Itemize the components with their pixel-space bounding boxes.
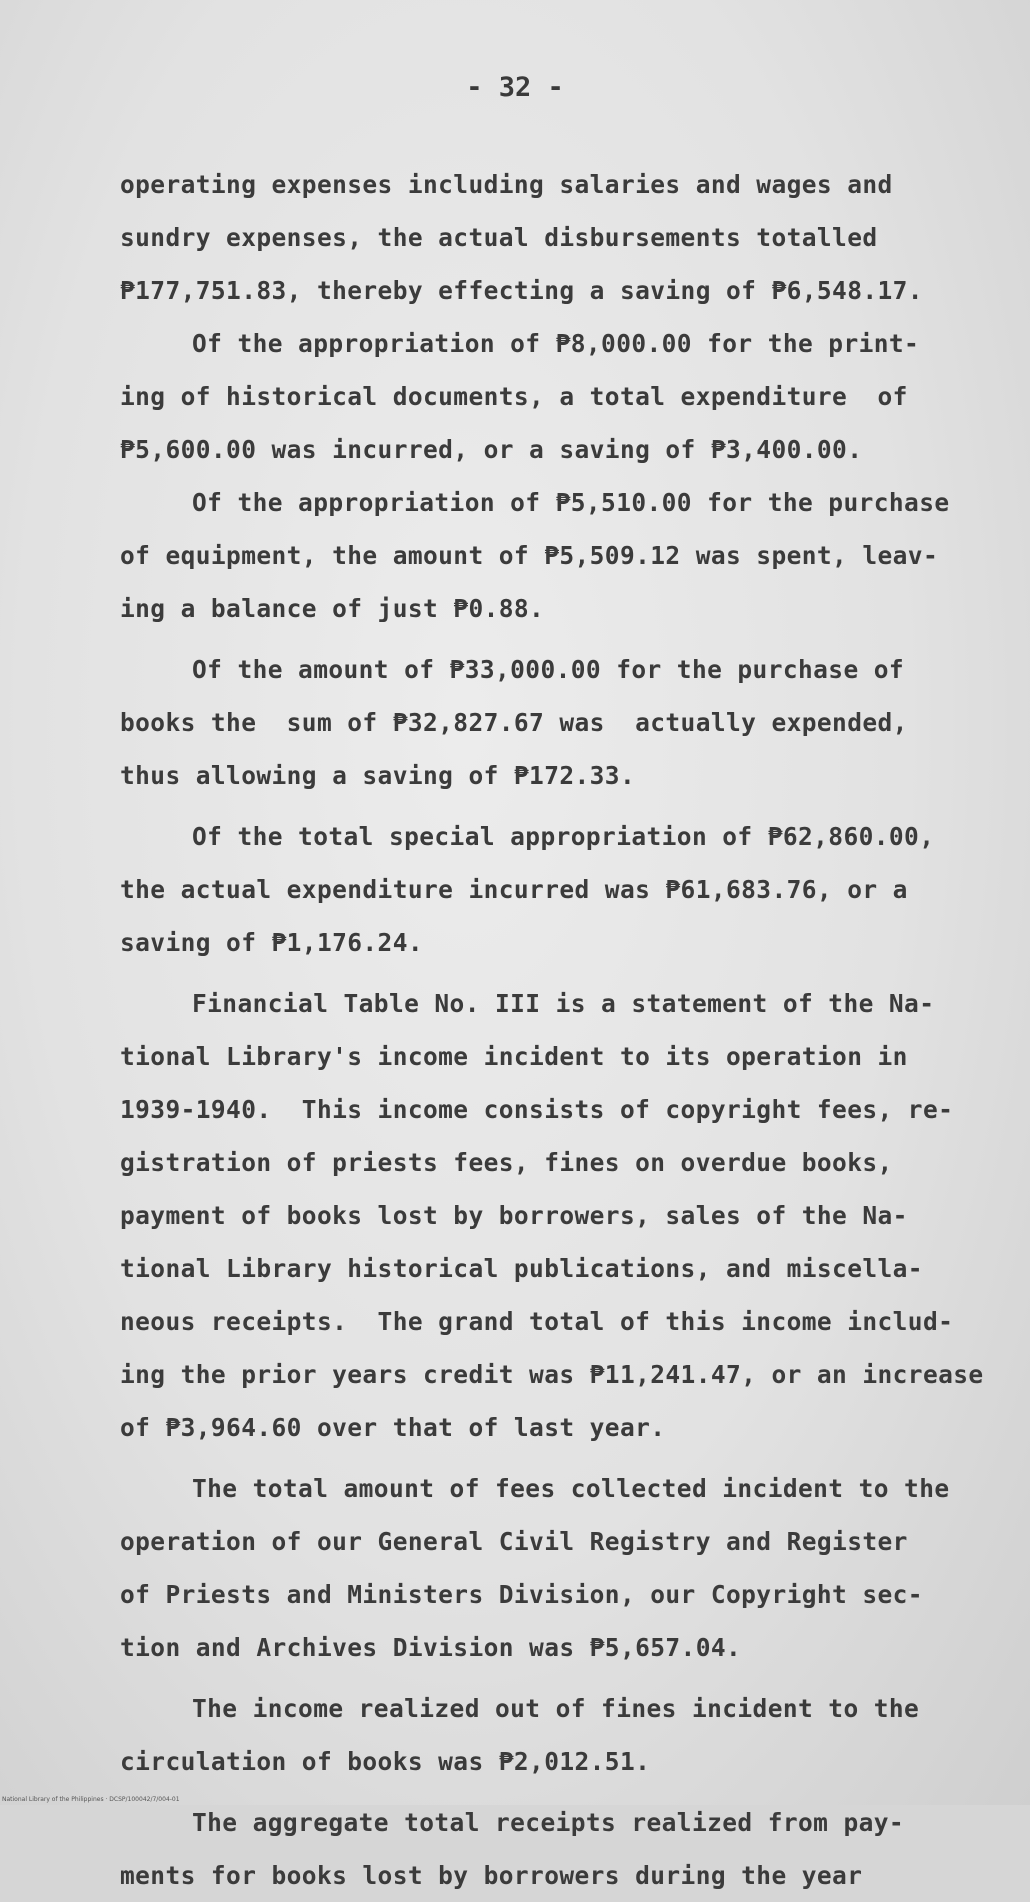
page-number: - 32 - xyxy=(466,72,564,103)
text-line: ing of historical documents, a total expenditure of xyxy=(120,382,908,411)
text-line: ₱5,600.00 was incurred, or a saving of ₱3,400.00. xyxy=(120,435,863,464)
text-line: payment of books lost by borrowers, sales of the Na- xyxy=(120,1201,908,1230)
text-line: the actual expenditure incurred was ₱61,683.76, or a xyxy=(120,875,908,904)
text-line: tional Library's income incident to its operation in xyxy=(120,1042,908,1071)
text-line: of Priests and Ministers Division, our Copyright sec- xyxy=(120,1580,923,1609)
text-line: of equipment, the amount of ₱5,509.12 was spent, leav- xyxy=(120,541,939,570)
paragraph-start-line: The income realized out of fines incident to the xyxy=(192,1694,920,1723)
paragraph-start-line: Of the appropriation of ₱8,000.00 for the print- xyxy=(192,329,920,358)
text-line: sundry expenses, the actual disbursements totalled xyxy=(120,223,878,252)
body-text xyxy=(120,158,984,1902)
text-line: of ₱3,964.60 over that of last year. xyxy=(120,1413,666,1442)
archive-footer: National Library of the Philippines · DCSP/100042/7/004-01 xyxy=(2,1796,180,1803)
text-line: operation of our General Civil Registry and Register xyxy=(120,1527,908,1556)
text-line: tion and Archives Division was ₱5,657.04. xyxy=(120,1633,742,1662)
text-line: ing the prior years credit was ₱11,241.47, or an increase xyxy=(120,1360,984,1389)
text-line: operating expenses including salaries and wages and xyxy=(120,170,893,199)
paragraph-start-line: Of the total special appropriation of ₱62,860.00, xyxy=(192,822,935,851)
text-line: gistration of priests fees, fines on overdue books, xyxy=(120,1148,893,1177)
text-line: tional Library historical publications, and miscella- xyxy=(120,1254,923,1283)
paragraph-start-line: Of the appropriation of ₱5,510.00 for the purchase xyxy=(192,488,950,517)
text-line: saving of ₱1,176.24. xyxy=(120,928,424,957)
text-line: circulation of books was ₱2,012.51. xyxy=(120,1747,651,1776)
text-line: 1939-1940. This income consists of copyright fees, re- xyxy=(120,1095,954,1124)
text-line: ₱177,751.83, thereby effecting a saving of ₱6,548.17. xyxy=(120,276,923,305)
text-line: neous receipts. The grand total of this income includ- xyxy=(120,1307,954,1336)
paragraph-start-line: The aggregate total receipts realized from pay- xyxy=(192,1808,905,1837)
text-line: ments for books lost by borrowers during the year xyxy=(120,1861,863,1890)
text-line: thus allowing a saving of ₱172.33. xyxy=(120,761,636,790)
text-line: books the sum of ₱32,827.67 was actually expended, xyxy=(120,708,908,737)
paragraph-start-line: Financial Table No. III is a statement of the Na- xyxy=(192,989,935,1018)
paragraph-start-line: Of the amount of ₱33,000.00 for the purchase of xyxy=(192,655,905,684)
paragraph-start-line: The total amount of fees collected incident to the xyxy=(192,1474,950,1503)
text-line: ing a balance of just ₱0.88. xyxy=(120,594,545,623)
